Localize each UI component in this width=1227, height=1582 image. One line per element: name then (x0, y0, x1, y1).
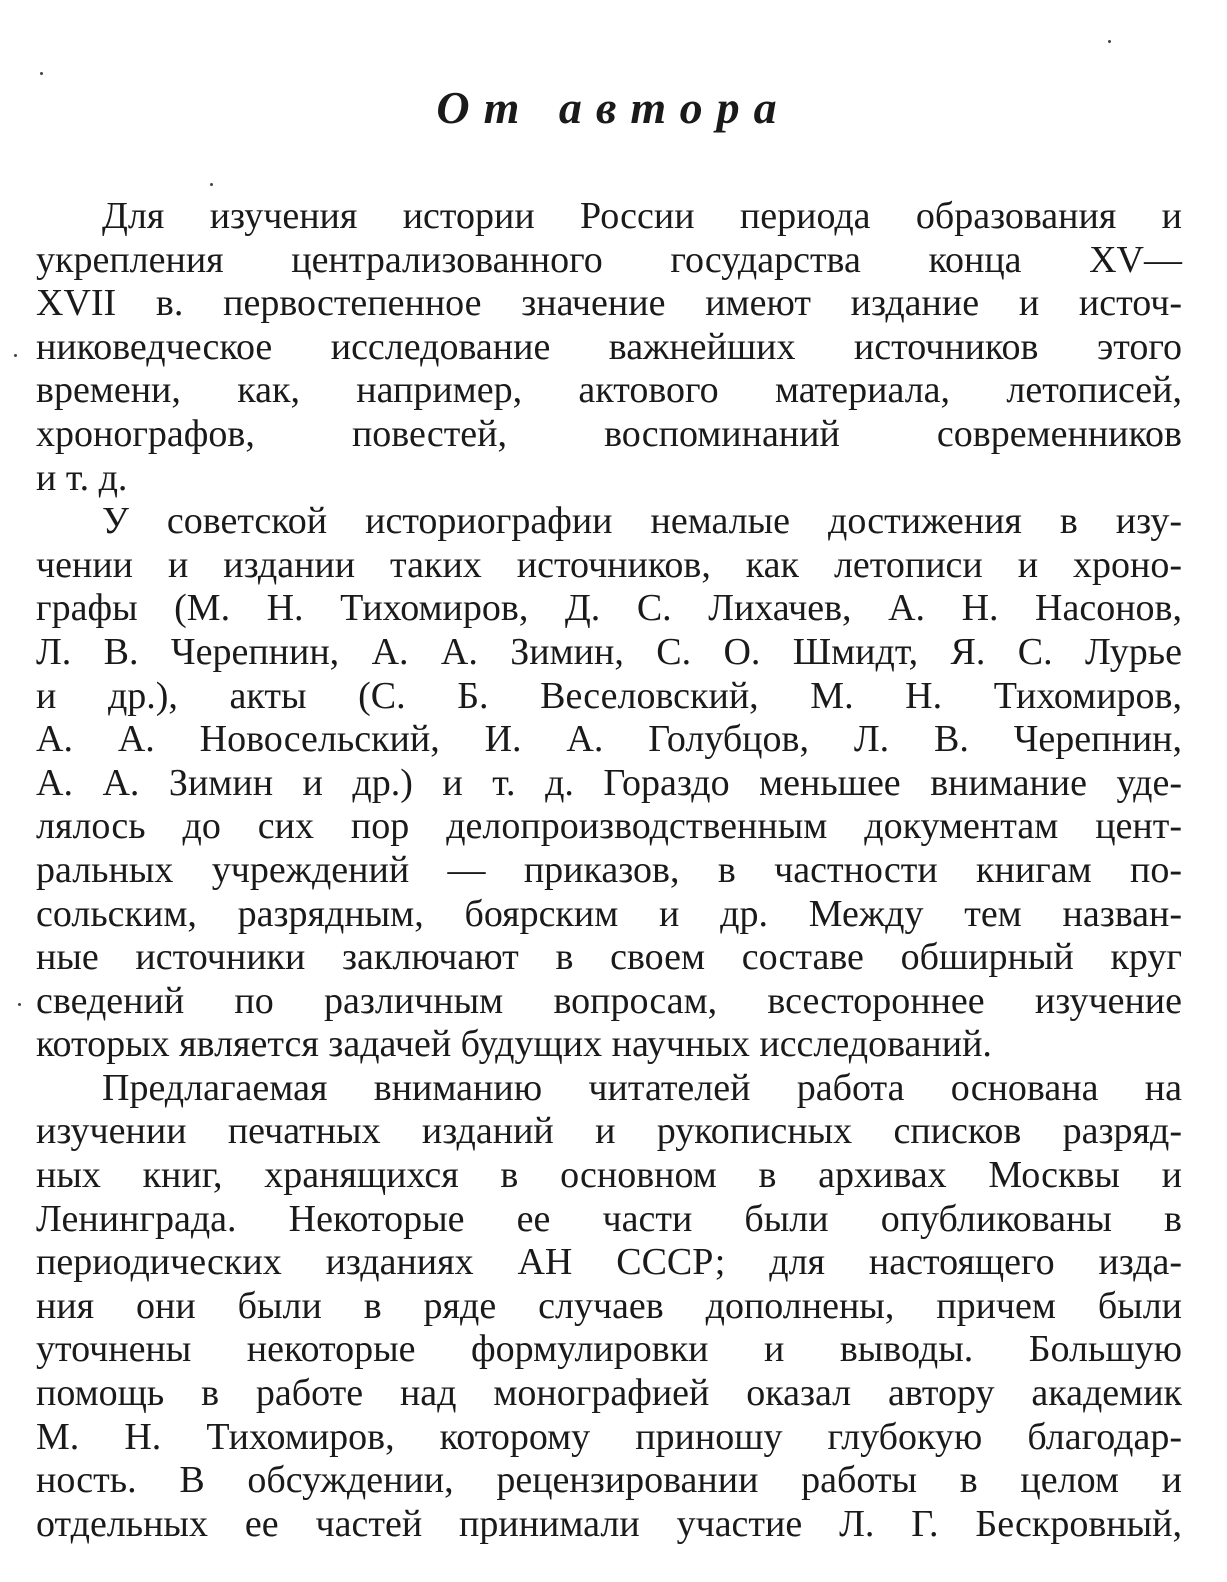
paragraph (36, 500, 1182, 1067)
text-line: ральных учреждений — приказов, в частности книгам по- (36, 848, 1182, 891)
text-line: Предлагаемая вниманию читателей работа основана на (102, 1066, 1182, 1109)
text-line: ния они были в ряде случаев дополнены, причем были (36, 1284, 1182, 1327)
text-line: ных книг, хранящихся в основном в архивах Москвы и (36, 1154, 1182, 1197)
body-text (36, 195, 1182, 1546)
text-line: никоведческое исследование важнейших источников этого (36, 325, 1182, 368)
scan-speck (40, 72, 43, 75)
text-line: ность. В обсуждении, рецензировании работы в целом и (36, 1459, 1182, 1502)
paragraph (36, 195, 1182, 500)
scan-speck (18, 1003, 21, 1006)
text-line: Ленинграда. Некоторые ее части были опубликованы в (36, 1197, 1182, 1240)
scan-speck (14, 354, 17, 357)
text-line: которых является задачей будущих научных исследований. (36, 1023, 992, 1066)
text-line: графы (М. Н. Тихомиров, Д. С. Лихачев, А. Н. Насонов, (36, 587, 1182, 630)
text-line: Л. В. Черепнин, А. А. Зимин, С. О. Шмидт, Я. С. Лурье (36, 630, 1182, 673)
scan-speck (210, 183, 213, 186)
text-line: изучении печатных изданий и рукописных списков разряд- (36, 1110, 1182, 1153)
scan-speck (1108, 40, 1111, 43)
text-line: сольским, разрядным, боярским и др. Между тем назван- (36, 892, 1182, 935)
text-line: У советской историографии немалые достижения в изу- (102, 500, 1182, 543)
text-line: Для изучения истории России периода образования и (102, 195, 1182, 237)
text-line: уточнены некоторые формулировки и выводы. Большую (36, 1328, 1182, 1371)
text-line: периодических изданиях АН СССР; для настоящего изда- (36, 1241, 1182, 1284)
text-line: укрепления централизованного государства конца XV— (36, 238, 1182, 281)
text-line: и т. д. (36, 456, 128, 499)
text-line: М. Н. Тихомиров, которому приношу глубокую благодар- (36, 1415, 1182, 1458)
text-line: лялось до сих пор делопроизводственным документам цент- (36, 805, 1182, 848)
paragraph (36, 1067, 1182, 1547)
text-line: чении и издании таких источников, как летописи и хроно- (36, 543, 1182, 586)
text-line: сведений по различным вопросам, всестороннее изучение (36, 979, 1182, 1022)
text-line: XVII в. первостепенное значение имеют издание и источ- (36, 282, 1182, 325)
text-line: времени, как, например, актового материала, летописей, (36, 369, 1182, 412)
page-title: От автора (436, 82, 791, 133)
text-line: хронографов, повестей, воспоминаний современников (36, 412, 1182, 455)
text-line: помощь в работе над монографией оказал автору академик (36, 1372, 1182, 1415)
text-line: отдельных ее частей принимали участие Л. Г. Бескровный, (36, 1502, 1182, 1545)
text-line: А. А. Новосельский, И. А. Голубцов, Л. В. Черепнин, (36, 718, 1182, 761)
text-line: и др.), акты (С. Б. Веселовский, М. Н. Тихомиров, (36, 674, 1182, 717)
text-line: А. А. Зимин и др.) и т. д. Гораздо меньшее внимание уде- (36, 761, 1182, 804)
text-line: ные источники заключают в своем составе обширный круг (36, 936, 1182, 979)
